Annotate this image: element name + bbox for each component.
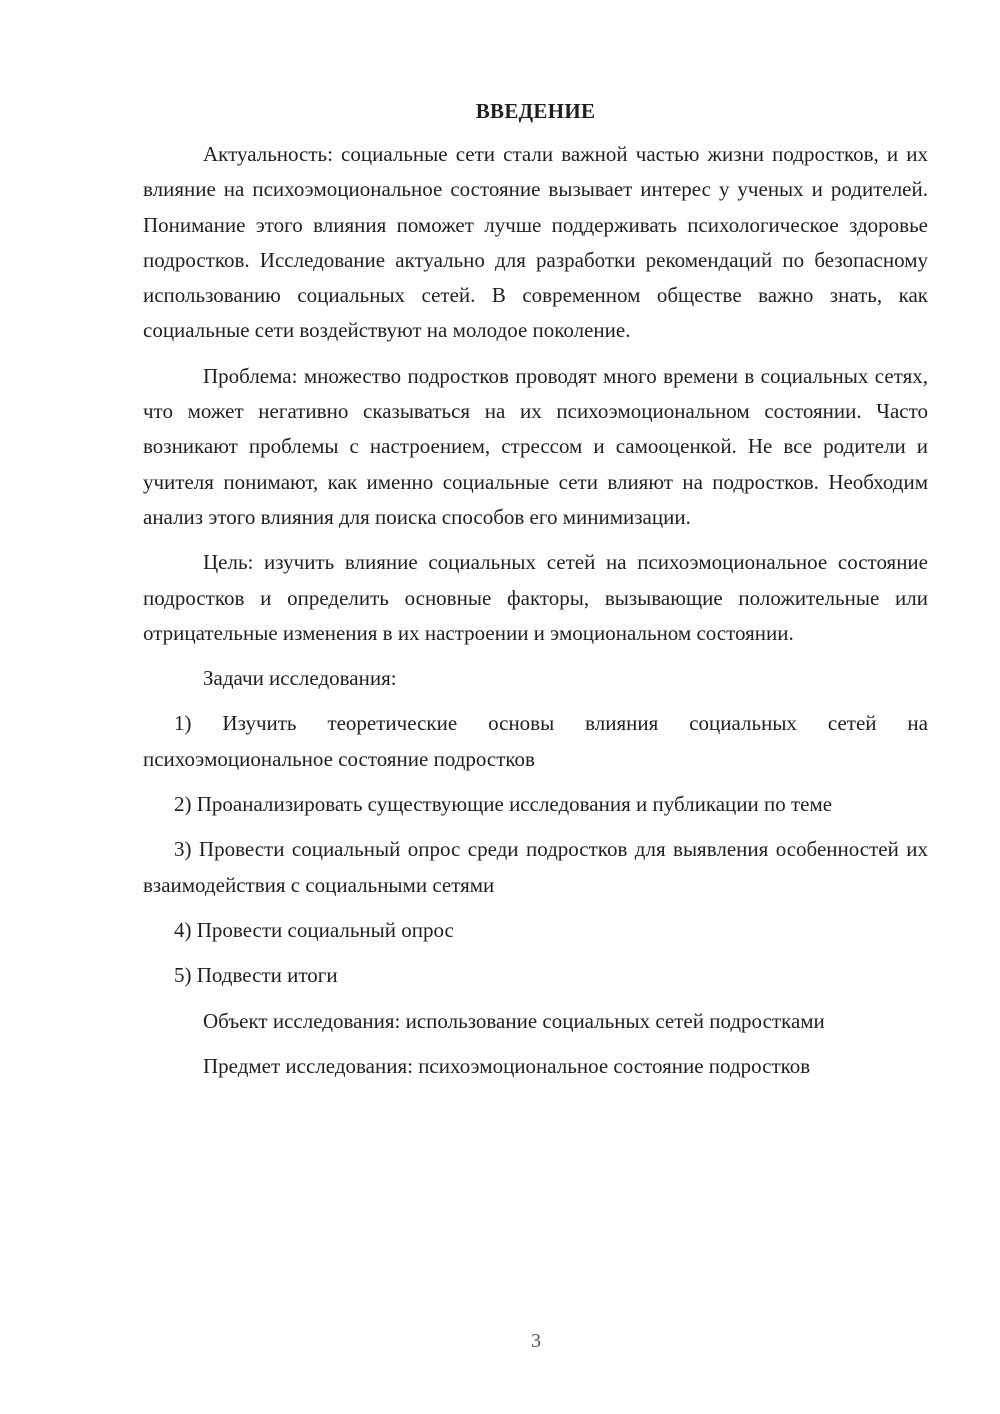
task-item-4: 4) Провести социальный опрос [174, 917, 454, 942]
tasks-heading: Задачи исследования: [203, 666, 397, 691]
page-content [143, 94, 928, 1094]
subject-paragraph: Предмет исследования: психоэмоциональное состояние подростков [203, 1053, 811, 1078]
problem-paragraph: Проблема: множество подростков проводят много времени в социальных сетях, что может негативно сказываться на их психоэмоциональном состоянии. Часто возникают проблемы с настроением, стрессом и самооценкой. Не все родители и учителя понимают, как именно социальные сети влияют на подростков. Необходим анализ этого влияния для поиска способов его минимизации. [143, 363, 928, 529]
task-item-3: 3) Провести социальный опрос среди подростков для выявления особенностей их взаимодействия с социальными сетями [143, 837, 928, 897]
object-paragraph: Объект исследования: использование социальных сетей подростками [203, 1008, 825, 1033]
page-number: 3 [531, 1330, 541, 1352]
goal-paragraph: Цель: изучить влияние социальных сетей на психоэмоциональное состояние подростков и определить основные факторы, вызывающие положительные или отрицательные изменения в их настроении и эмоциональном состоянии. [143, 550, 928, 645]
task-item-2: 2) Проанализировать существующие исследования и публикации по теме [174, 792, 833, 817]
relevance-paragraph: Актуальность: социальные сети стали важной частью жизни подростков, и их влияние на психоэмоциональное состояние вызывает интерес у ученых и родителей. Понимание этого влияния поможет лучше поддерживать психологическое здоровье подростков. Исследование актуально для разработки рекомендаций по безопасному использованию социальных сетей. В современном обществе важно знать, как социальные сети воздействуют на молодое поколение. [143, 142, 928, 343]
section-heading: ВВЕДЕНИЕ [475, 99, 596, 123]
task-item-1: 1) Изучить теоретические основы влияния социальных сетей на психоэмоциональное состояние подростков [143, 711, 928, 771]
task-item-5: 5) Подвести итоги [174, 963, 338, 988]
